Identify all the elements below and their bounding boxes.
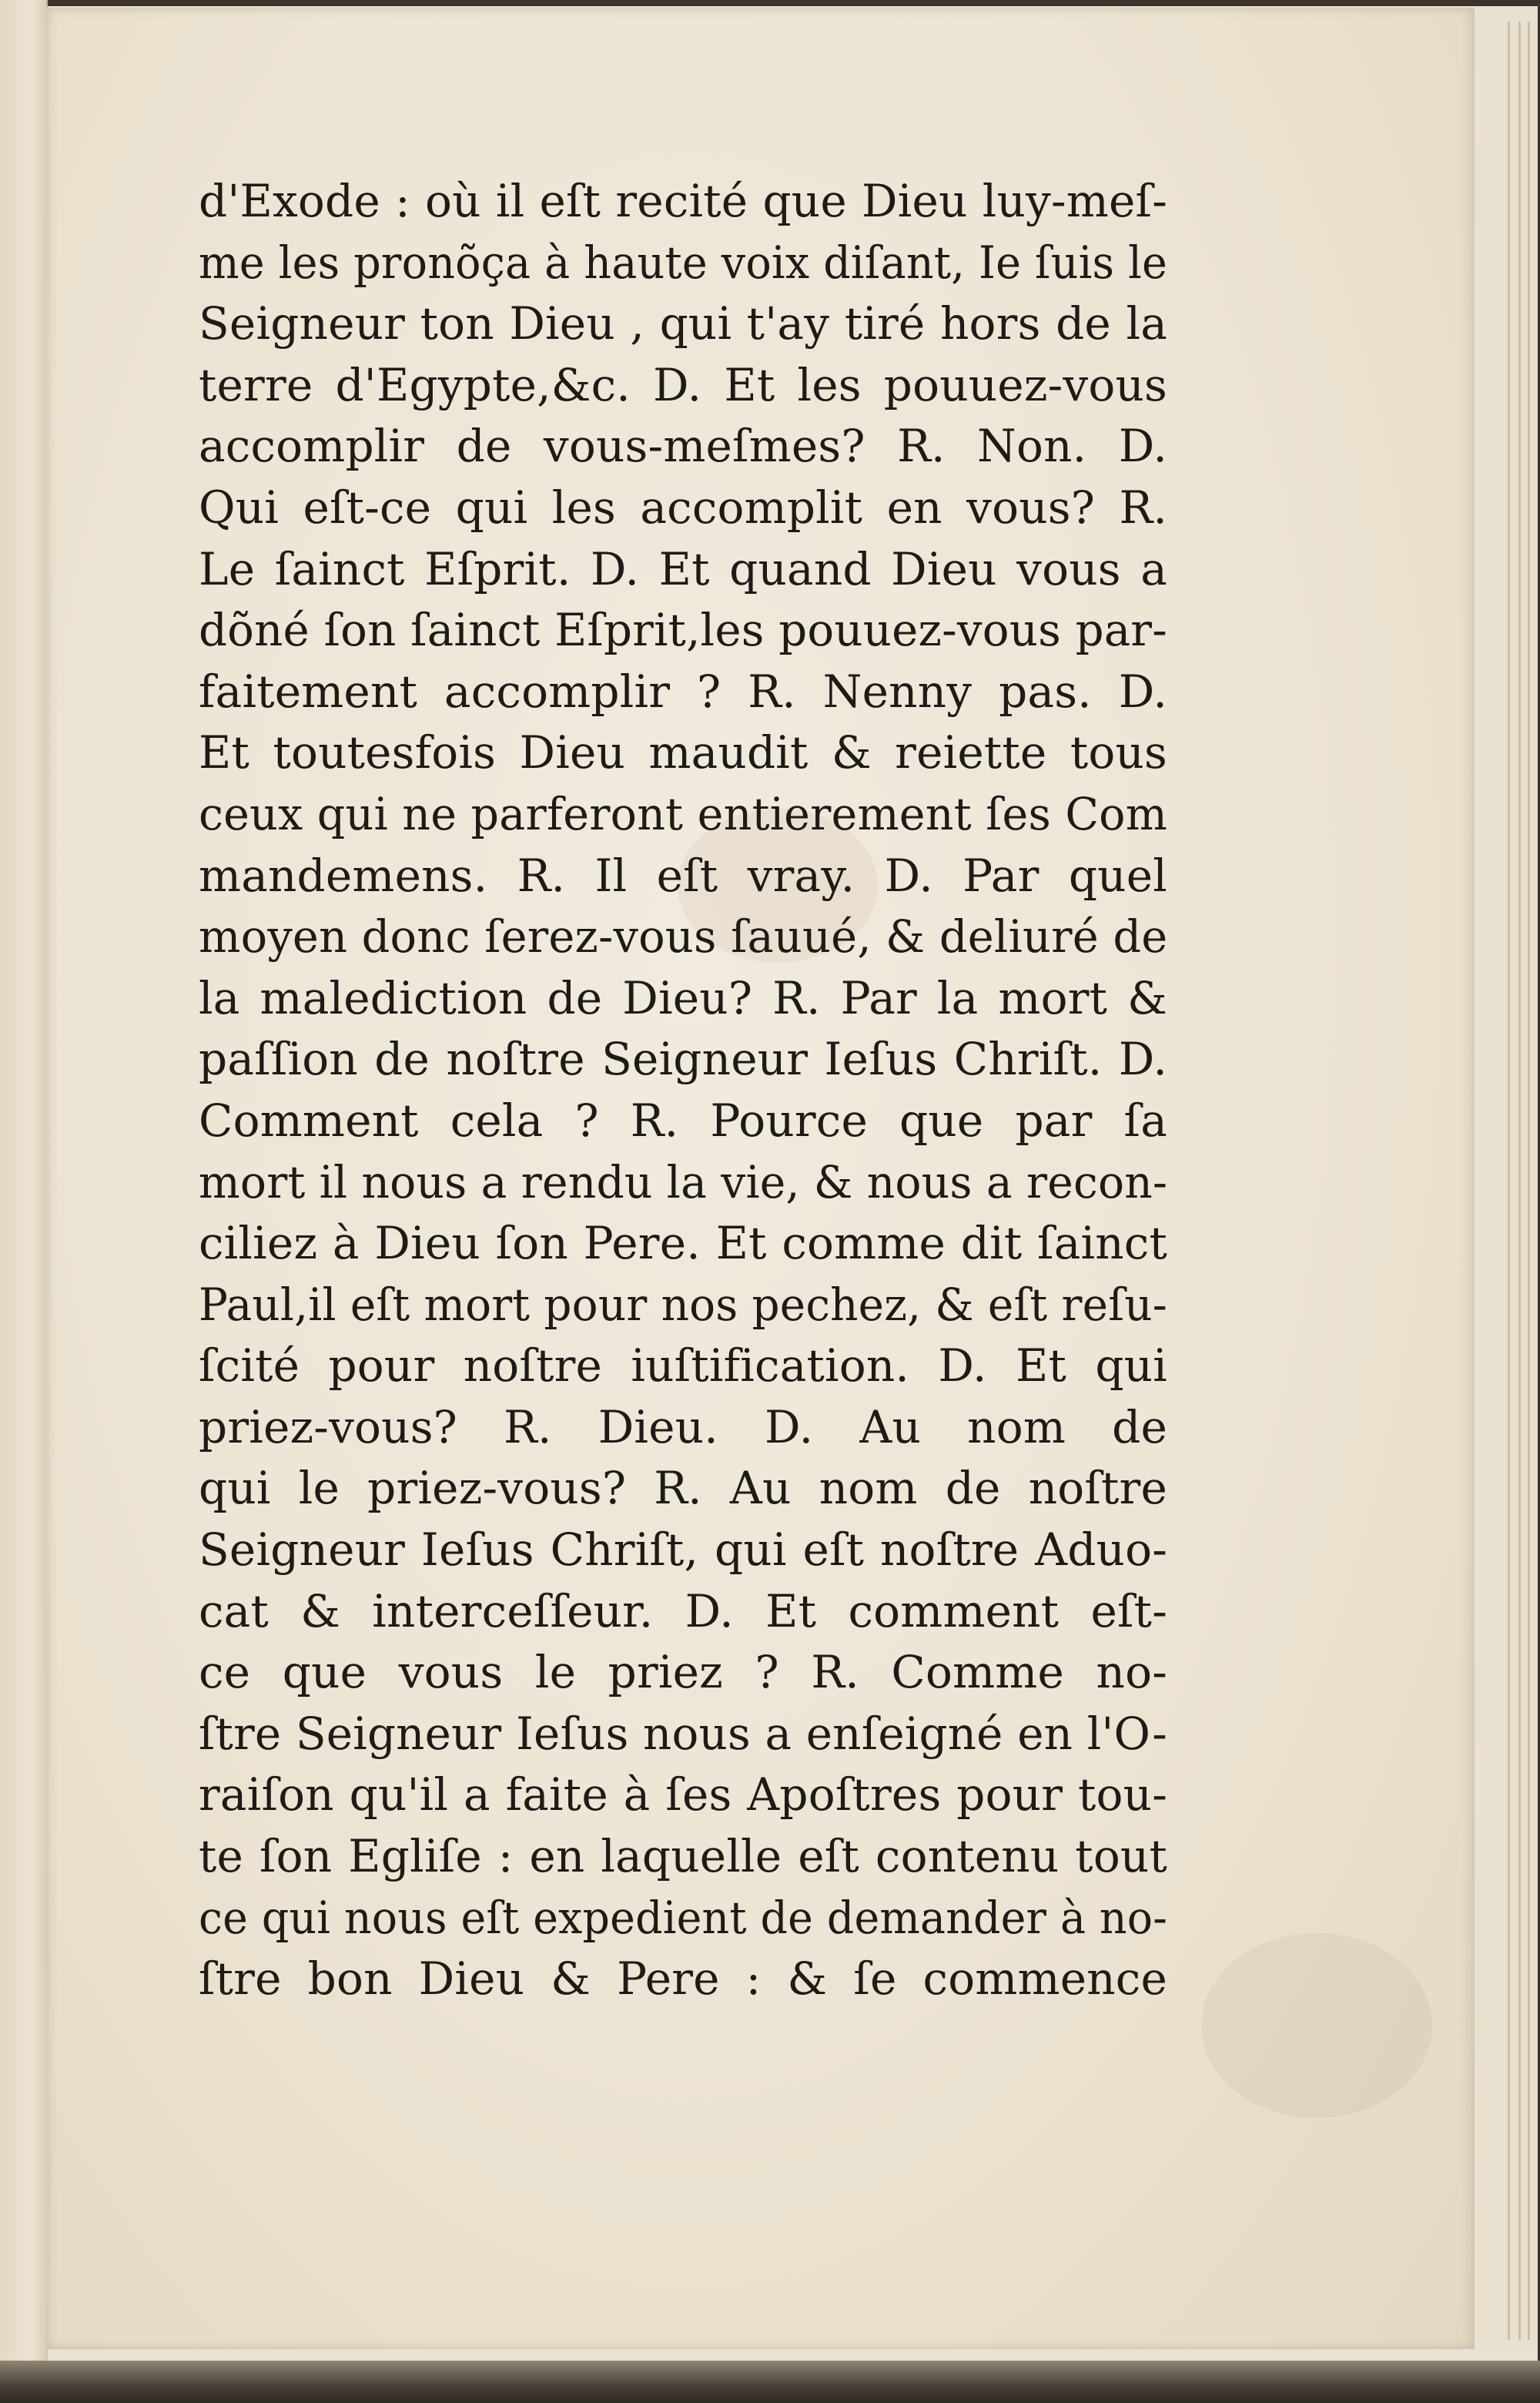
page-edge-line xyxy=(1508,22,1510,2340)
text-line: Comment cela ? R. Pource que par ſa xyxy=(199,1094,1167,1147)
text-line: ce qui nous eſt expedient de demander à no- xyxy=(199,1891,1168,1944)
text-line: te ſon Egliſe : en laquelle eſt contenu tout xyxy=(199,1830,1167,1883)
text-line: qui le priez-vous? R. Au nom de noſtre xyxy=(199,1462,1167,1515)
text-line: Paul,il eſt mort pour nos pechez, & eſt reſu- xyxy=(199,1278,1168,1331)
text-line: cat & interceſſeur. D. Et comment eſt- xyxy=(199,1584,1167,1637)
left-page-edge xyxy=(0,0,48,2403)
page-edge-line xyxy=(1518,22,1521,2340)
text-line: la malediction de Dieu? R. Par la mort & xyxy=(199,971,1167,1024)
text-line: terre d'Egypte,&c. D. Et les pouuez-vous xyxy=(199,358,1167,411)
text-line: d'Exode : où il eſt recité que Dieu luy-meſ- xyxy=(199,175,1167,227)
body-text xyxy=(199,171,1167,2010)
page-edge-line xyxy=(1528,22,1530,2340)
text-line: ſcité pour noſtre iuſtification. D. Et qui xyxy=(199,1339,1167,1393)
text-line: dõné ſon ſainct Eſprit,les pouuez-vous par- xyxy=(199,604,1167,657)
text-line: mort il nous a rendu la vie, & nous a recon- xyxy=(199,1155,1168,1208)
text-line: Qui eſt-ce qui les accomplit en vous? R. xyxy=(199,481,1167,534)
text-line: ciliez à Dieu ſon Pere. Et comme dit ſainct xyxy=(199,1217,1167,1270)
text-line: ceux qui ne parferont entierement ſes Com xyxy=(199,787,1168,840)
text-line: paſſion de noſtre Seigneur Ieſus Chriſt. D. xyxy=(199,1033,1167,1086)
scan-bottom-edge xyxy=(0,2361,1540,2403)
text-line: accomplir de vous-meſmes? R. Non. D. xyxy=(199,420,1167,473)
text-line: priez-vous? R. Dieu. D. Au nom de xyxy=(199,1400,1167,1453)
text-line: ſtre bon Dieu & Pere : & ſe commence xyxy=(199,1952,1167,2006)
text-line: Le ſainct Eſprit. D. Et quand Dieu vous a xyxy=(199,542,1167,595)
text-line: me les pronõça à haute voix diſant, Ie ſuis le xyxy=(199,236,1168,289)
paper-stain xyxy=(1201,1933,1432,2118)
text-line: ſtre Seigneur Ieſus nous a enſeigné en l'O- xyxy=(199,1707,1168,1760)
text-line: Seigneur ton Dieu , qui t'ay tiré hors de la xyxy=(199,297,1167,350)
text-line: faitement accomplir ? R. Nenny pas. D. xyxy=(199,665,1167,718)
text-line: mandemens. R. Il eſt vray. D. Par quel xyxy=(199,849,1167,902)
text-line: moyen donc ſerez-vous ſauué, & deliuré de xyxy=(199,910,1168,964)
text-line: Seigneur Ieſus Chriſt, qui eſt noſtre Aduo- xyxy=(199,1523,1167,1577)
text-line: ce que vous le priez ? R. Comme no- xyxy=(199,1646,1167,1699)
text-line: Et toutesfois Dieu maudit & reiette tous xyxy=(199,726,1167,779)
text-line: raiſon qu'il a faite à ſes Apoſtres pour tou- xyxy=(199,1768,1167,1822)
